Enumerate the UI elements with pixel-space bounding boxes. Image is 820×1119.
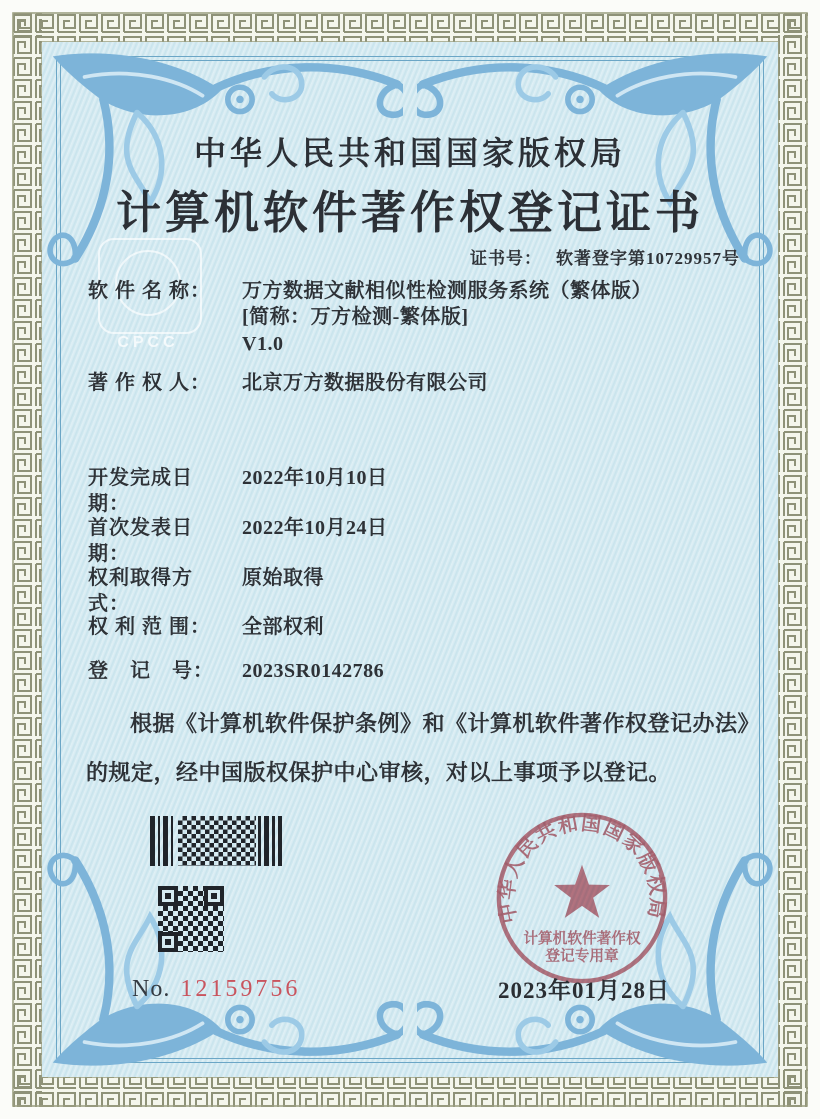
issue-date: 2023年01月28日 xyxy=(498,978,670,1003)
field-value: 全部权利 xyxy=(242,616,324,638)
field-value: 2022年10月24日 xyxy=(242,517,388,539)
field-value: 2022年10月10日 xyxy=(242,467,388,489)
software-name-line-1: 万方数据文献相似性检测服务系统（繁体版） xyxy=(242,280,652,302)
seal-caption-line-2: 登记专用章 xyxy=(545,948,619,965)
certificate-number-line xyxy=(470,244,740,269)
barcode-data-region xyxy=(178,816,256,866)
serial-number: 12159756 xyxy=(180,976,301,1002)
field-value: 2023SR0142786 xyxy=(242,660,385,682)
qr-finder-icon xyxy=(204,886,224,906)
field-row-dev-complete-date xyxy=(88,465,750,518)
authority-title: 中华人民共和国国家版权局 xyxy=(193,135,626,171)
barcode-icon xyxy=(150,816,282,866)
cpcc-watermark-text: CPCC xyxy=(117,334,179,351)
barcode-stop-pattern xyxy=(258,816,282,866)
field-label: 权利取得方式： xyxy=(88,567,193,616)
certificate-number-value: 软著登字第10729957号 xyxy=(556,249,740,268)
field-row-software-name xyxy=(88,278,750,357)
field-row-copyright-owner xyxy=(88,370,750,396)
serial-number-line xyxy=(132,976,300,1003)
certificate-title: 计算机软件著作权登记证书 xyxy=(115,188,704,238)
qr-code-icon xyxy=(158,886,224,952)
qr-finder-icon xyxy=(158,886,178,906)
field-row-first-publish-date xyxy=(88,515,750,568)
field-label: 软 件 名 称： xyxy=(88,280,211,302)
field-label: 著 作 权 人： xyxy=(88,372,211,394)
qr-finder-icon xyxy=(158,932,178,952)
field-label: 开发完成日期： xyxy=(88,467,193,516)
registration-statement: 根据《计算机软件保护条例》和《计算机软件著作权登记办法》的规定，经中国版权保护中心审核，对以上事项予以登记。 xyxy=(86,711,750,785)
field-value xyxy=(234,278,652,357)
seal-caption-line-1: 计算机软件著作权 xyxy=(523,930,641,947)
field-value: 原始取得 xyxy=(242,567,324,589)
seal-ring-text: 中华人民共和国国家版权局 xyxy=(495,812,669,925)
field-row-registration-number xyxy=(88,658,750,684)
software-name-line-2: [简称：万方检测-繁体版] xyxy=(242,306,469,329)
serial-label: No. xyxy=(132,976,171,1002)
official-seal xyxy=(494,810,670,986)
star-icon xyxy=(554,865,610,918)
field-value: 北京万方数据股份有限公司 xyxy=(242,372,488,394)
field-label: 权 利 范 围： xyxy=(88,616,211,638)
field-row-rights-acquisition xyxy=(88,565,750,618)
software-name-line-3: V1.0 xyxy=(242,332,284,355)
barcode-start-pattern xyxy=(150,816,176,866)
field-label: 首次发表日期： xyxy=(88,517,193,566)
field-row-rights-scope xyxy=(88,614,750,640)
certificate-number-label: 证书号： xyxy=(470,249,542,268)
field-label: 登 记 号： xyxy=(88,660,214,682)
